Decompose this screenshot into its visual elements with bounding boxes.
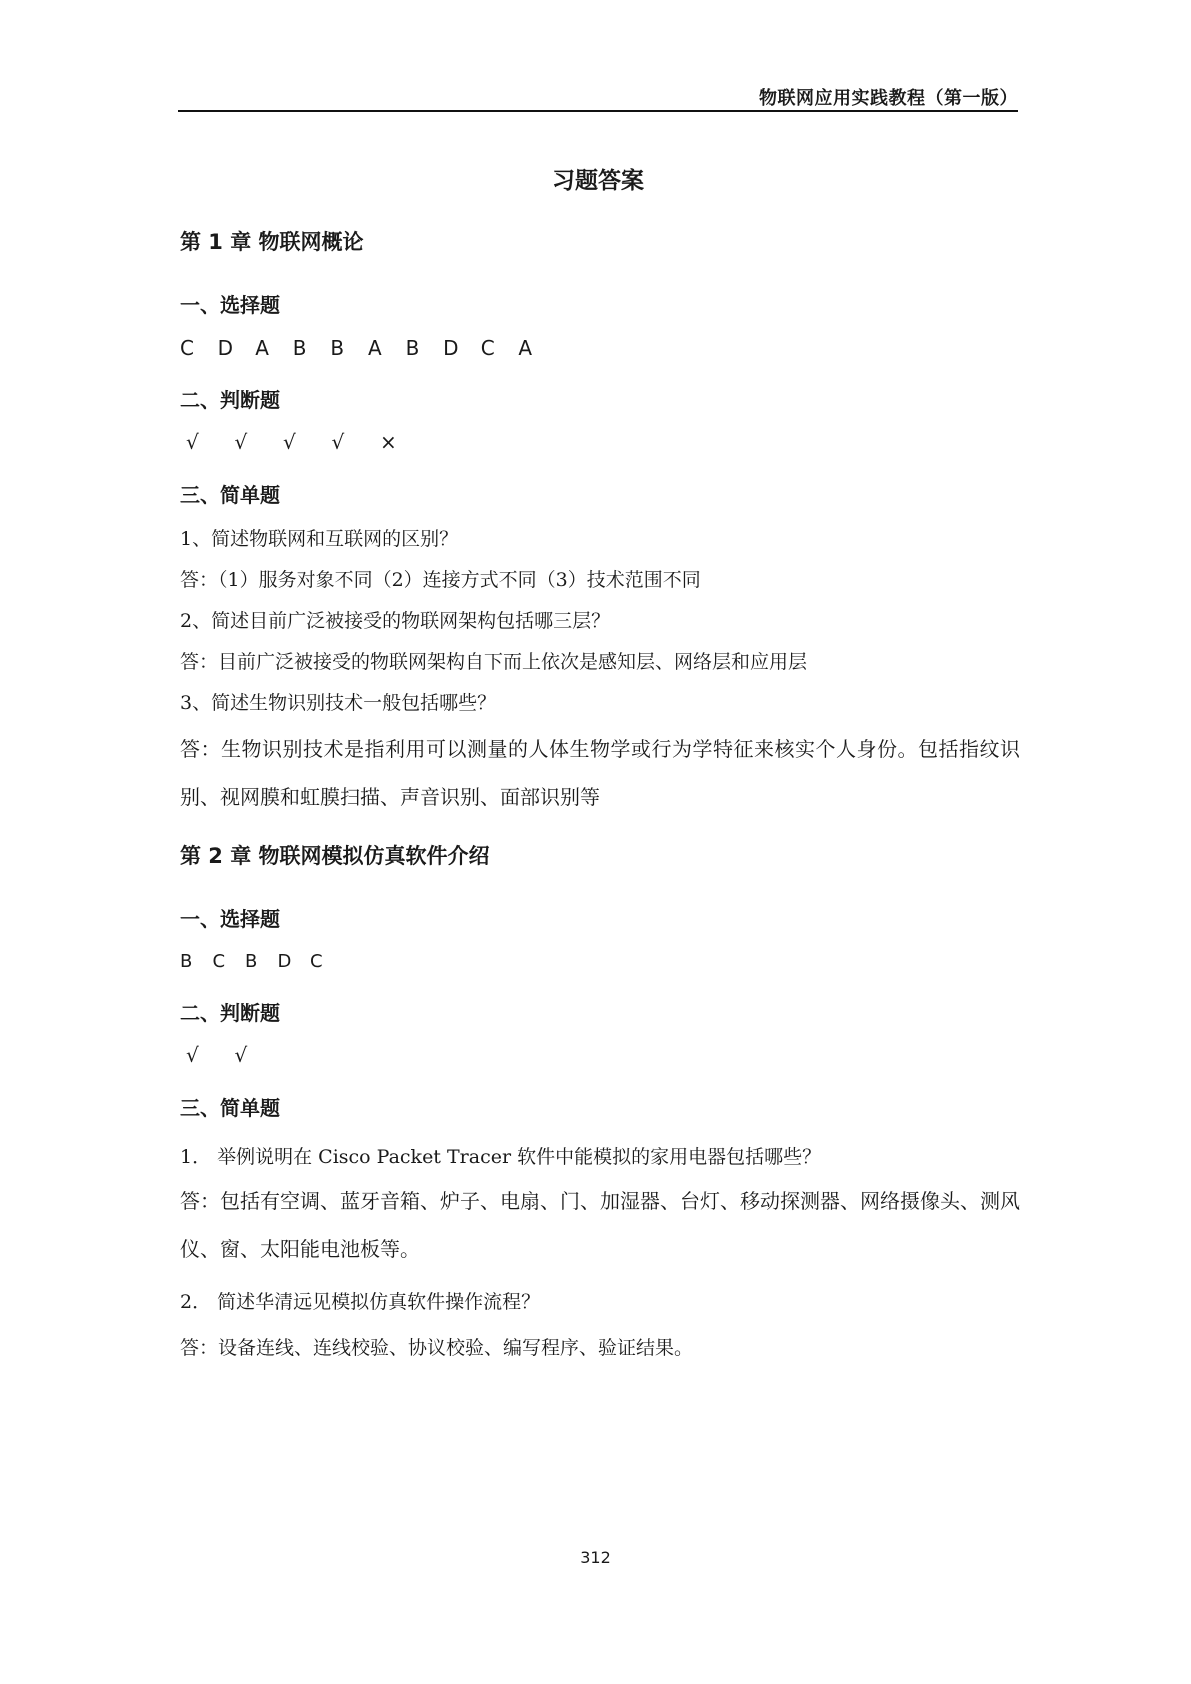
page-number: 312: [580, 1548, 611, 1567]
answer: B: [180, 951, 193, 972]
ch1-choice-answers: [180, 336, 556, 360]
answer: B: [292, 336, 307, 360]
ch2-answer-1: 答：包括有空调、蓝牙音箱、炉子、电扇、门、加湿器、台灯、移动探测器、网络摄像头、测风仪、窗、太阳能电池板等。: [180, 1189, 1020, 1261]
ch1-tf-answers: [180, 430, 423, 454]
answer: D: [217, 336, 233, 360]
chapter-2-heading: 第 2 章 物联网模拟仿真软件介绍: [180, 844, 490, 868]
answer: √: [331, 430, 345, 454]
ch2-question-1: 1． 举例说明在 Cisco Packet Tracer 软件中能模拟的家用电器包括哪些？: [180, 1146, 822, 1168]
ch2-choice-answers: [180, 951, 343, 972]
answer: √: [234, 430, 248, 454]
answer: C: [212, 951, 226, 972]
answer: B: [405, 336, 420, 360]
ch2-choice-heading: 一、选择题: [180, 907, 280, 931]
answer: √: [186, 430, 199, 454]
answer: C: [480, 336, 495, 360]
answer: √: [234, 1043, 248, 1067]
ch2-tf-answers: [180, 1043, 277, 1067]
ch1-question-1: 1、简述物联网和互联网的区别？: [180, 528, 459, 550]
header-rule: [178, 110, 1018, 112]
ch1-question-3: 3、简述生物识别技术一般包括哪些？: [180, 692, 497, 714]
answer: D: [277, 951, 292, 972]
answer: A: [367, 336, 382, 360]
answer: B: [330, 336, 345, 360]
ch1-answer-1: 答：（1）服务对象不同（2）连接方式不同（3）技术范围不同: [180, 569, 701, 591]
page-title: 习题答案: [552, 168, 644, 194]
ch1-tf-heading: 二、判断题: [180, 388, 280, 412]
answer: √: [186, 1043, 199, 1067]
ch1-short-heading: 三、简单题: [180, 483, 280, 507]
ch2-short-heading: 三、简单题: [180, 1096, 280, 1120]
running-header: 物联网应用实践教程（第一版）: [759, 88, 1018, 109]
answer: √: [283, 430, 296, 454]
ch1-choice-heading: 一、选择题: [180, 293, 280, 317]
ch1-answer-3: 答：生物识别技术是指利用可以测量的人体生物学或行为学特征来核实个人身份。包括指纹识别、视网膜和虹膜扫描、声音识别、面部识别等: [180, 737, 1020, 809]
ch2-tf-heading: 二、判断题: [180, 1001, 280, 1025]
answer: D: [443, 336, 459, 360]
ch1-question-2: 2、简述目前广泛被接受的物联网架构包括哪三层？: [180, 610, 611, 632]
chapter-1-heading: 第 1 章 物联网概论: [180, 230, 364, 254]
answer: ×: [380, 430, 397, 454]
answer: B: [245, 951, 258, 972]
answer: C: [310, 951, 323, 972]
ch1-answer-2: 答：目前广泛被接受的物联网架构自下而上依次是感知层、网络层和应用层: [180, 651, 808, 673]
ch2-question-2: 2． 简述华清远见模拟仿真软件操作流程？: [180, 1291, 541, 1313]
answer: A: [255, 336, 269, 360]
answer: C: [180, 336, 194, 360]
answer: A: [518, 336, 533, 360]
ch2-answer-2: 答：设备连线、连线校验、协议校验、编写程序、验证结果。: [180, 1337, 694, 1359]
